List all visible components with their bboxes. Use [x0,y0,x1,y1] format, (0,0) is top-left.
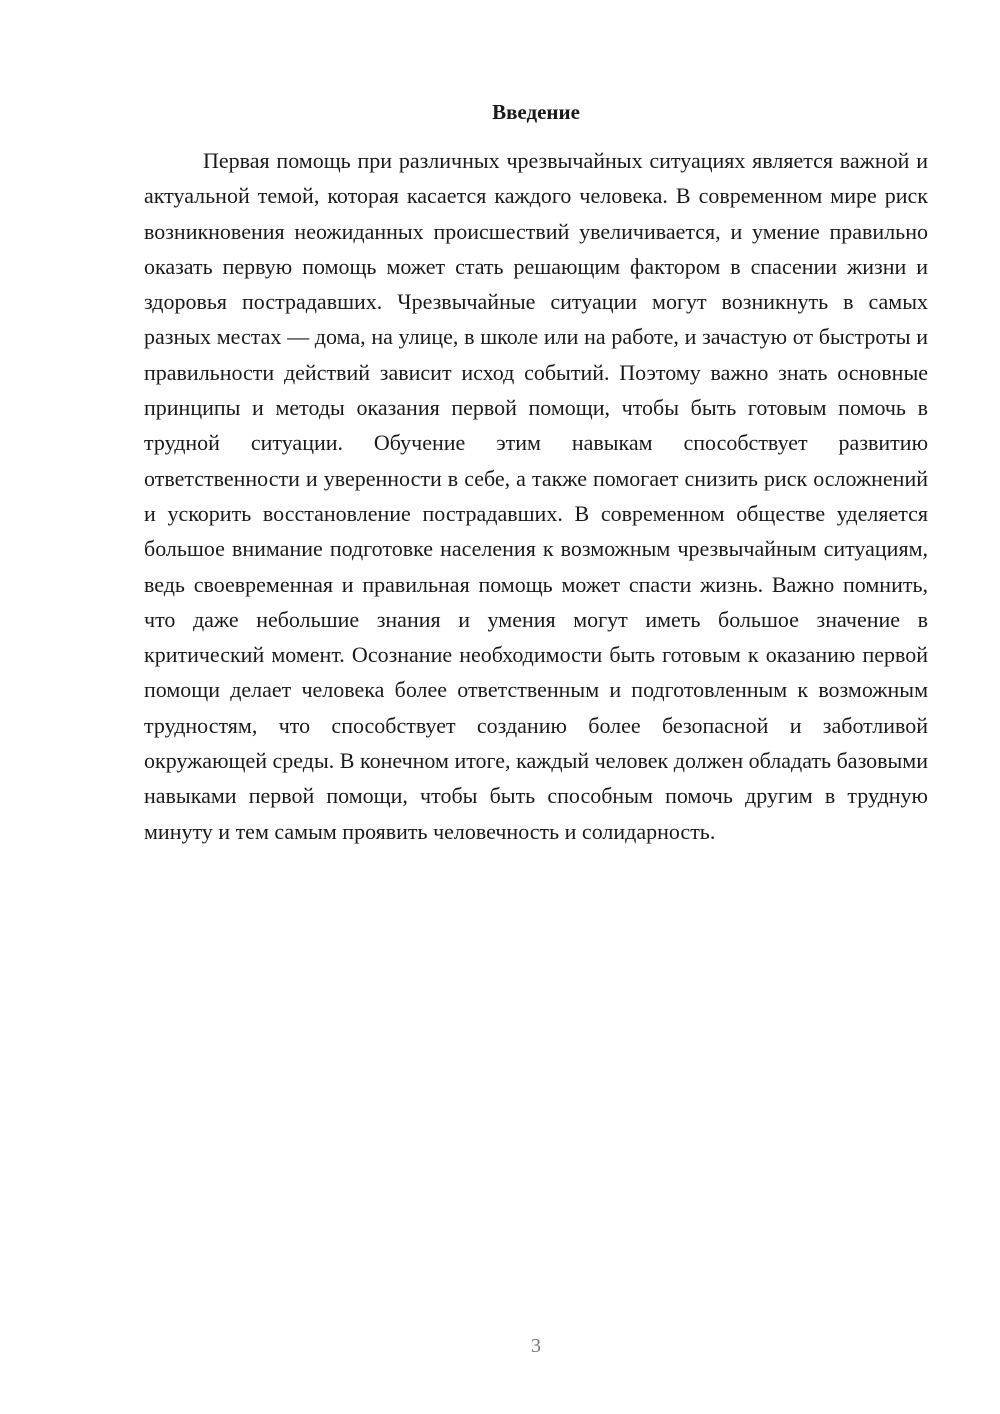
page-number: 3 [531,1335,541,1357]
body-paragraph: Первая помощь при различных чрезвычайных ситуациях является важной и актуальной темой, которая касается каждого человека. В современном мире риск возникновения неожиданных происшествий увеличивается, и умение правильно оказать первую помощь может стать решающим фактором в спасении жизни и здоровья пострадавших. Чрезвычайные ситуации могут возникнуть в самых разных местах — дома, на улице, в школе или на работе, и зачастую от быстроты и правильности действий зависит исход событий. Поэтому важно знать основные принципы и методы оказания первой помощи, чтобы быть готовым помочь в трудной ситуации. Обучение этим навыкам способствует развитию ответственности и уверенности в себе, а также помогает снизить риск осложнений и ускорить восстановление пострадавших. В современном обществе уделяется большое внимание подготовке населения к возможным чрезвычайным ситуациям, ведь своевременная и правильная помощь может спасти жизнь. Важно помнить, что даже небольшие знания и умения могут иметь большое значение в критический момент. Осознание необходимости быть готовым к оказанию первой помощи делает человека более ответственным и подготовленным к возможным трудностям, что способствует созданию более безопасной и заботливой окружающей среды. В конечном итоге, каждый человек должен обладать базовыми навыками первой помощи, чтобы быть способным помочь другим в трудную минуту и тем самым проявить человечность и солидарность. [144,148,928,844]
section-heading: Введение [492,100,580,124]
